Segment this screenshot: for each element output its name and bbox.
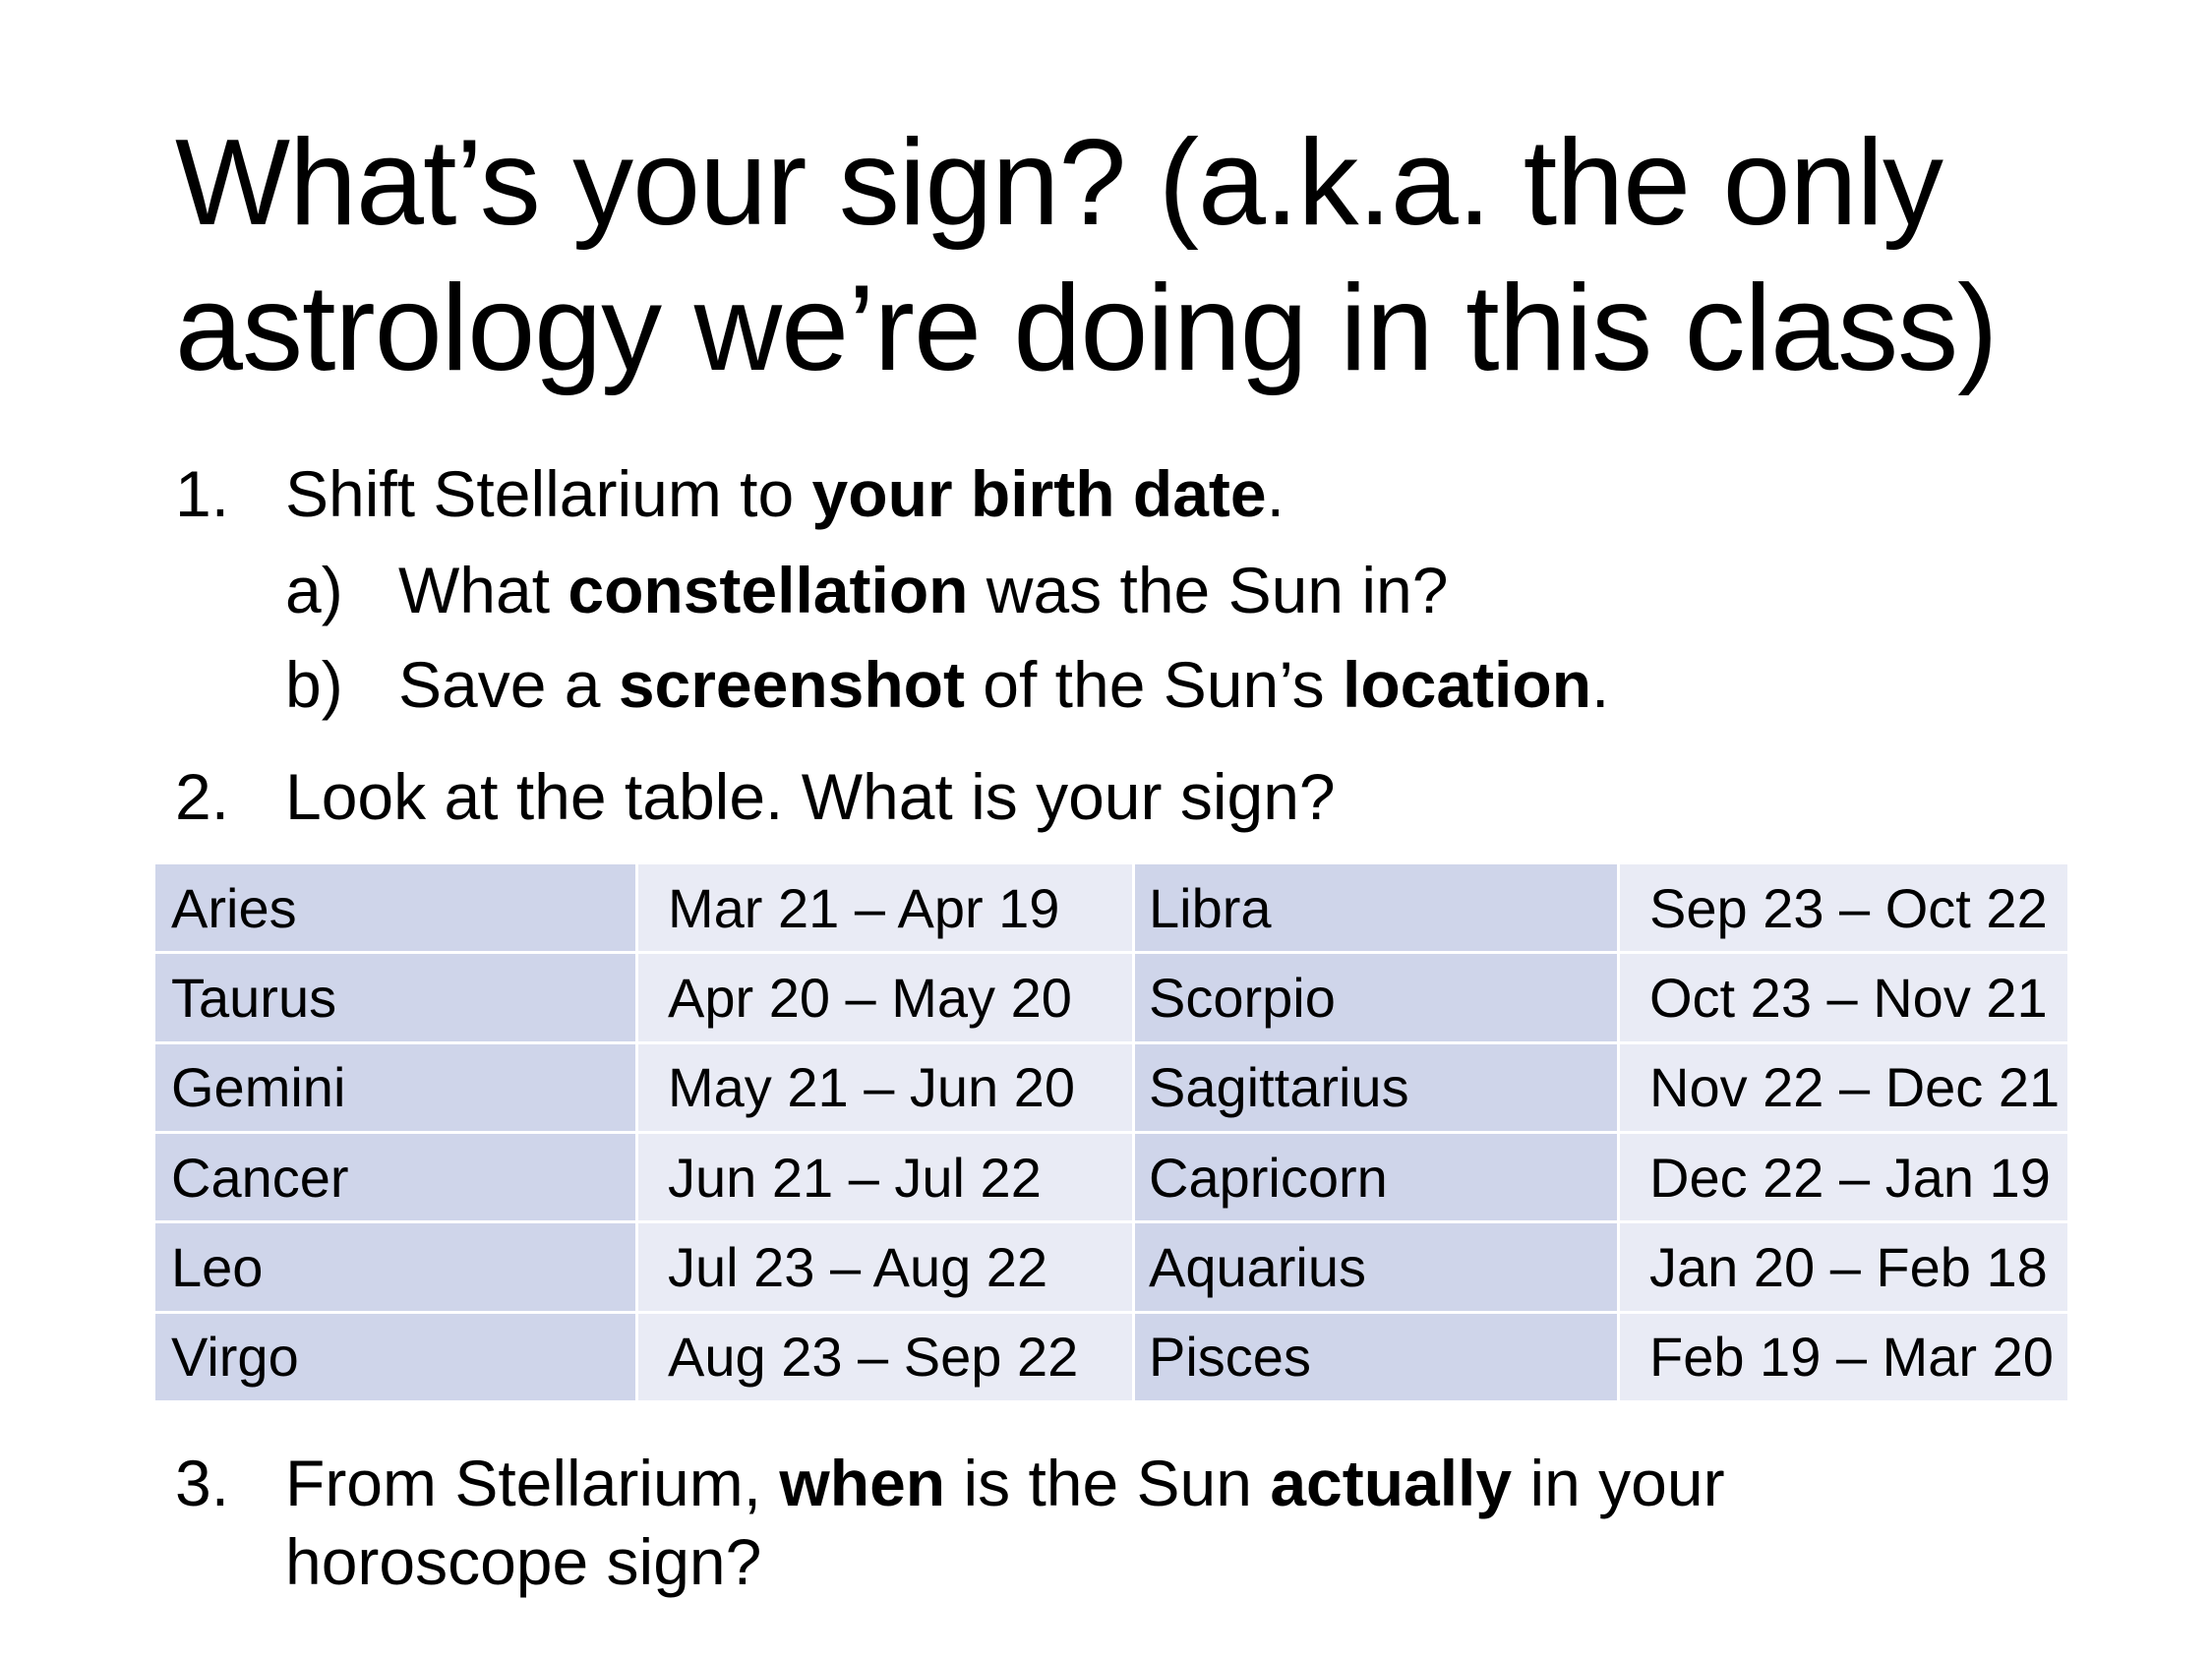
sign-dates-cell: Aug 23 – Sep 22 xyxy=(637,1312,1134,1401)
table-row xyxy=(154,953,2069,1042)
sign-name-cell: Cancer xyxy=(154,1132,637,1221)
sign-name-cell: Aries xyxy=(154,863,637,953)
sign-name-cell: Pisces xyxy=(1134,1312,1619,1401)
step-1a-letter: a) xyxy=(285,554,343,626)
step-2-text: Look at the table. What is your sign? xyxy=(285,760,1336,833)
sign-name-cell: Sagittarius xyxy=(1134,1042,1619,1132)
slide-title xyxy=(175,110,2122,401)
step-1-text: Shift Stellarium to your birth date. xyxy=(285,457,1285,530)
sign-dates-cell: Feb 19 – Mar 20 xyxy=(1619,1312,2069,1401)
table-row xyxy=(154,1312,2069,1401)
sign-dates-cell: Jul 23 – Aug 22 xyxy=(637,1222,1134,1312)
sign-dates-cell: Apr 20 – May 20 xyxy=(637,953,1134,1042)
sign-dates-cell: Nov 22 – Dec 21 xyxy=(1619,1042,2069,1132)
sign-dates-cell: Mar 21 – Apr 19 xyxy=(637,863,1134,953)
slide-title-line-2: astrology we’re doing in this class) xyxy=(175,261,1998,396)
sign-dates-cell: Dec 22 – Jan 19 xyxy=(1619,1132,2069,1221)
step-1-number: 1. xyxy=(175,457,230,530)
table-row xyxy=(154,1132,2069,1221)
sign-name-cell: Libra xyxy=(1134,863,1619,953)
sign-name-cell: Aquarius xyxy=(1134,1222,1619,1312)
step-1a-emphasis: constellation xyxy=(568,554,969,626)
sign-dates-cell: Oct 23 – Nov 21 xyxy=(1619,953,2069,1042)
zodiac-sign-table xyxy=(152,861,2070,1403)
sign-dates-cell: Jun 21 – Jul 22 xyxy=(637,1132,1134,1221)
sign-name-cell: Leo xyxy=(154,1222,637,1312)
table-row xyxy=(154,1042,2069,1132)
step-3-text-line-2: horoscope sign? xyxy=(285,1525,762,1598)
sign-dates-cell: Jan 20 – Feb 18 xyxy=(1619,1222,2069,1312)
step-1b-emphasis-2: location xyxy=(1343,648,1592,721)
sign-name-cell: Capricorn xyxy=(1134,1132,1619,1221)
step-1a-text: What constellation was the Sun in? xyxy=(398,554,1449,626)
slide-title-line-1: What’s your sign? (a.k.a. the only xyxy=(175,115,1943,251)
sign-dates-cell: May 21 – Jun 20 xyxy=(637,1042,1134,1132)
table-row xyxy=(154,863,2069,953)
step-3-number: 3. xyxy=(175,1447,230,1519)
sign-dates-cell: Sep 23 – Oct 22 xyxy=(1619,863,2069,953)
step-1b-emphasis-1: screenshot xyxy=(618,648,965,721)
step-1-emphasis: your birth date xyxy=(811,457,1267,530)
sign-name-cell: Virgo xyxy=(154,1312,637,1401)
table-row xyxy=(154,1222,2069,1312)
sign-name-cell: Gemini xyxy=(154,1042,637,1132)
step-2-number: 2. xyxy=(175,760,230,833)
sign-name-cell: Scorpio xyxy=(1134,953,1619,1042)
step-3-text-line-1: From Stellarium, when is the Sun actually in your xyxy=(285,1447,1725,1519)
step-1b-letter: b) xyxy=(285,648,343,721)
step-1b-text: Save a screenshot of the Sun’s location. xyxy=(398,648,1610,721)
step-3-emphasis-1: when xyxy=(779,1447,946,1519)
step-3-emphasis-2: actually xyxy=(1270,1447,1513,1519)
sign-name-cell: Taurus xyxy=(154,953,637,1042)
